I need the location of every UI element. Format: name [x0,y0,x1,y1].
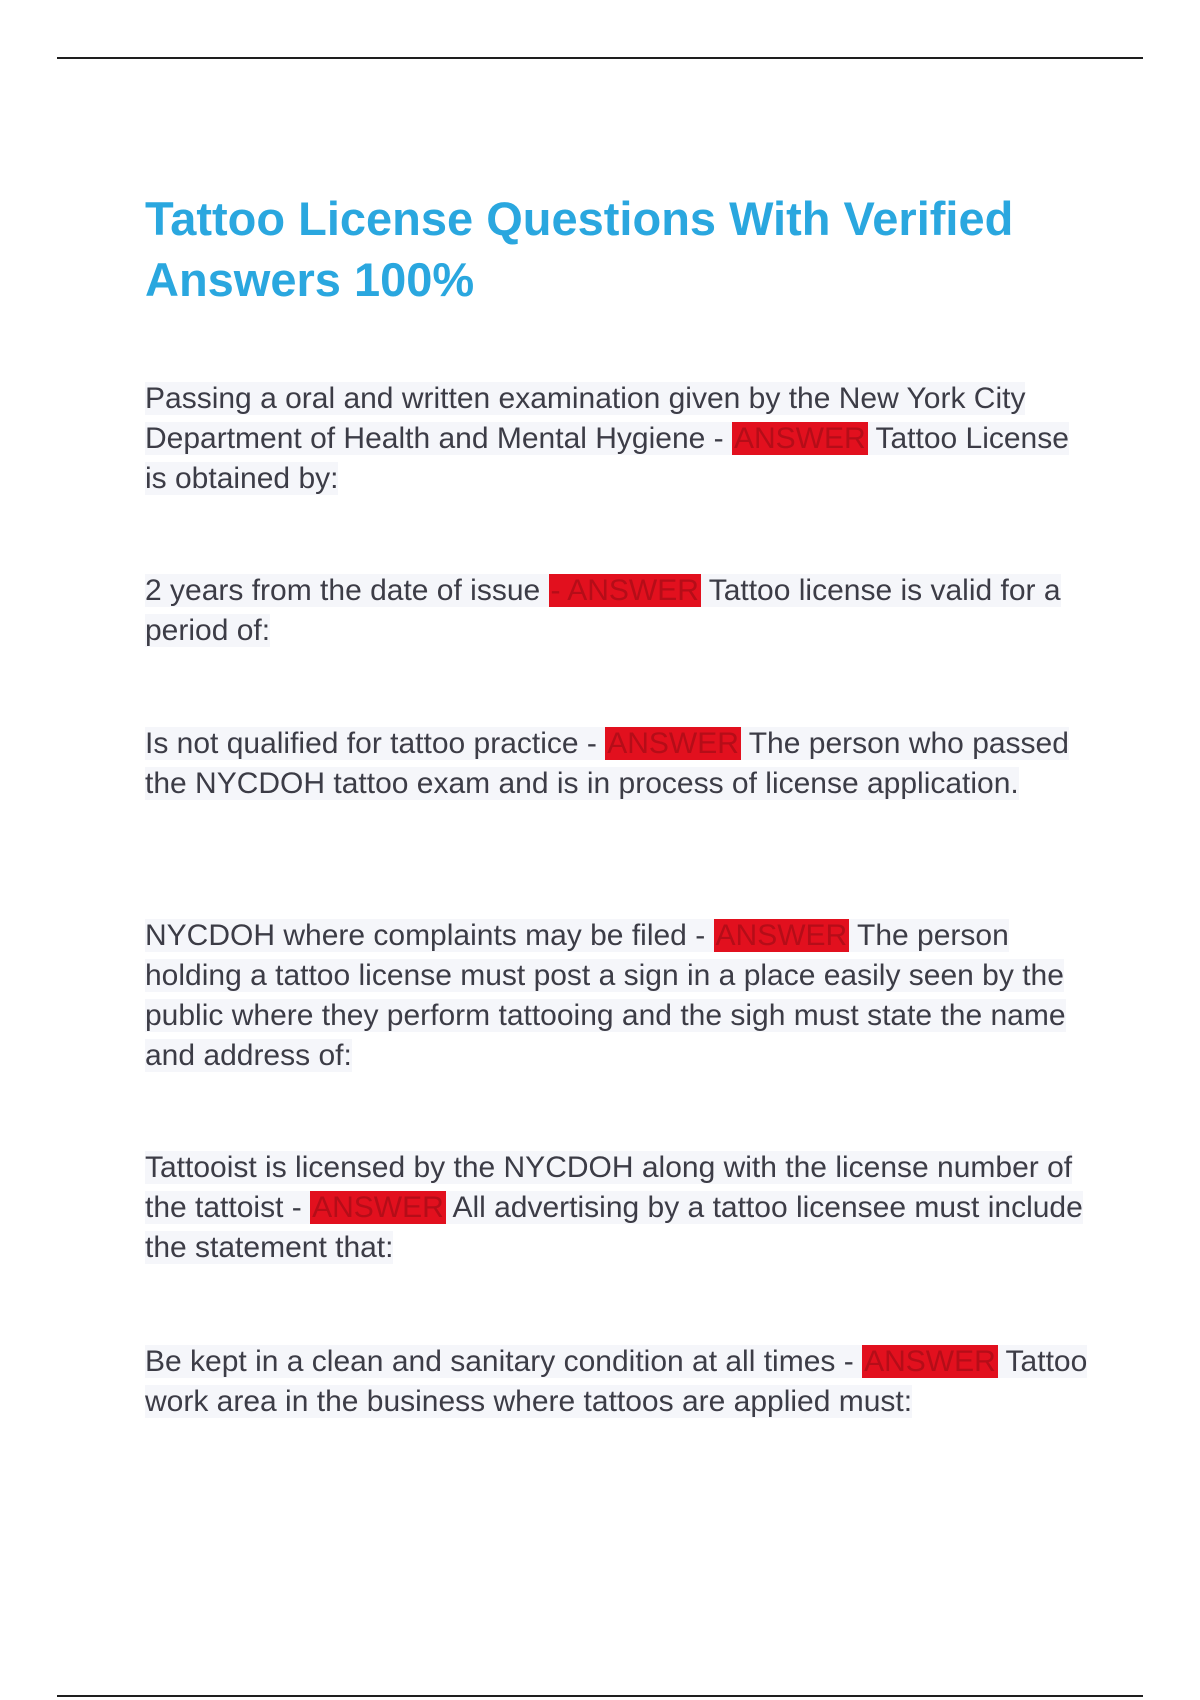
qa-question-text: 2 years from the date of issue [145,574,549,607]
qa-question-text: NYCDOH where complaints may be filed - [145,919,714,952]
qa-question-text: Tattooist is licensed by the NYCDOH along with the license number of the tattoist - [145,1151,1073,1224]
qa-item-5 [145,1148,1095,1268]
qa-question-text: Passing a oral and written examination given by the New York City Department of Health and Mental Hygiene - [145,382,1026,455]
footer-rule [57,1695,1143,1697]
header-rule [57,57,1143,59]
qa-answer-text: Tattoo work area in the business where tattoos are applied must: [145,1345,1088,1418]
qa-item-3 [145,724,1095,804]
answer-label: ANSWER [715,919,848,952]
answer-label: ANSWER [864,1345,996,1378]
qa-item-4 [145,916,1095,1076]
answer-label: ANSWER [733,422,866,455]
qa-answer-text: The person holding a tattoo license must post a sign in a place easily seen by the public where they perform tattooing and the sigh must state the name and address of: [145,919,1066,1072]
answer-label: ANSWER [312,1191,444,1224]
qa-question-text: Is not qualified for tattoo practice - [145,727,606,760]
answer-label: - ANSWER [550,574,699,607]
qa-item-1 [145,379,1095,499]
qa-answer-text: The person who passed the NYCDOH tattoo exam and is in process of license application. [145,727,1069,800]
document-title: Tattoo License Questions With Verified Answers 100% [145,192,1014,306]
qa-answer-text: Tattoo License is obtained by: [145,422,1069,495]
qa-question-text: Be kept in a clean and sanitary condition at all times - [145,1345,863,1378]
qa-answer-text: All advertising by a tattoo licensee must include the statement that: [145,1191,1083,1264]
qa-item-6 [145,1342,1095,1422]
answer-label: ANSWER [607,727,739,760]
qa-item-2 [145,571,1095,651]
qa-answer-text: Tattoo license is valid for a period of: [145,574,1061,647]
